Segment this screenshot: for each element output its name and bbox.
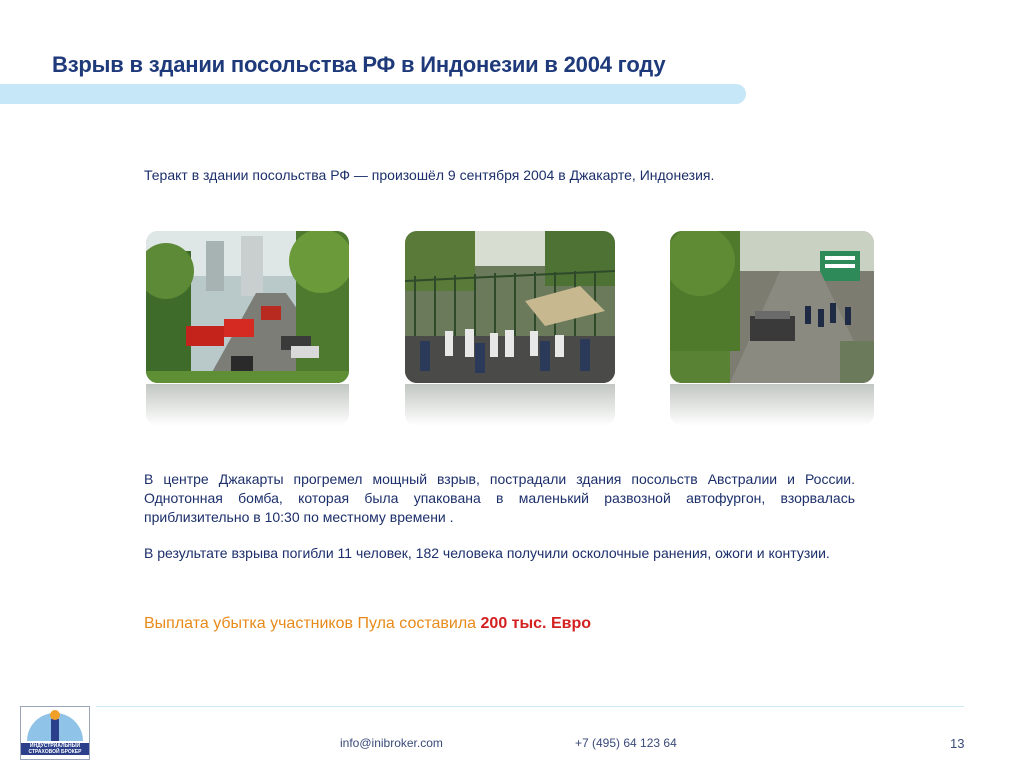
description-paragraph-2: В результате взрыва погибли 11 человек, 182 человека получили осколочные ранения, ожоги и контузии.: [144, 545, 830, 561]
payout-label: Выплата убытка участников Пула составила: [144, 615, 481, 632]
payout-amount: 200 тыс. Евро: [480, 615, 591, 632]
photo-reflection: [670, 384, 874, 426]
payout-statement: [144, 615, 591, 633]
photo-damaged-fence-crowd: [405, 231, 615, 383]
description-paragraph-1: В центре Джакарты прогремел мощный взрыв, пострадали здания посольств Австралии и России. Однотонная бомба, которая была упакована в маленький развозной автофургон, взорвалась приблизительно в 10:30 по местному времени .: [144, 471, 855, 525]
page-number: 13: [950, 736, 965, 751]
footer-phone: +7 (495) 64 123 64: [575, 736, 677, 750]
intro-text: Теракт в здании посольства РФ — произошёл 9 сентября 2004 в Джакарте, Индонезия.: [144, 167, 715, 183]
slide-title: Взрыв в здании посольства РФ в Индонезии в 2004 году: [52, 52, 666, 77]
photo-reflection: [146, 384, 349, 426]
footer-divider: [96, 706, 964, 707]
photo-street-fire-trucks: [146, 231, 349, 383]
footer-email: info@inibroker.com: [340, 736, 443, 750]
title-accent-bar: [0, 84, 746, 104]
logo-text-line-2: СТРАХОВОЙ БРОКЕР: [21, 749, 89, 755]
logo-text-line-1: ИНДУСТРИАЛЬНЫЙ: [21, 743, 89, 749]
photo-reflection: [405, 384, 615, 426]
company-logo: [20, 706, 90, 760]
photo-destroyed-vehicle: [670, 231, 874, 383]
